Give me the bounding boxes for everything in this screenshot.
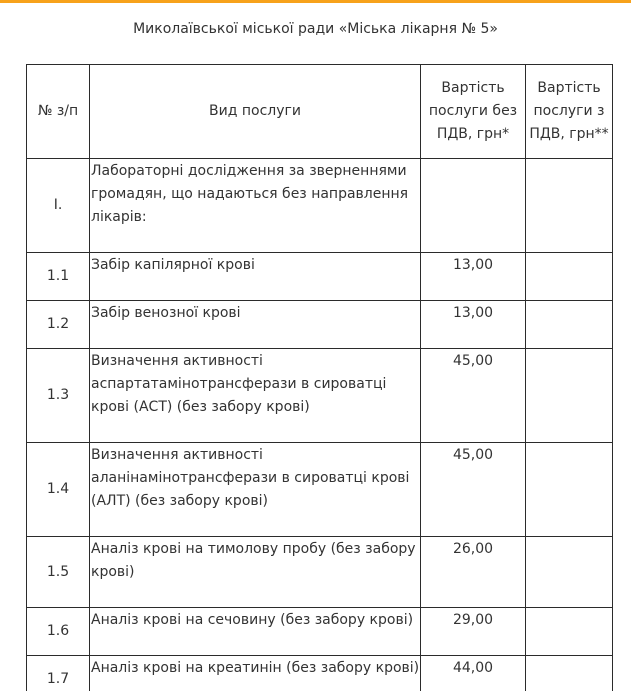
table-row	[27, 537, 613, 608]
row-service: Лабораторні дослідження за зверненнями громадян, що надаються без направлення лікарів:	[90, 159, 421, 253]
header-service: Вид послуги	[90, 65, 421, 159]
row-num: 1.2	[27, 301, 90, 349]
row-service: Аналіз крові на креатинін (без забору крові)	[90, 656, 421, 691]
table-row	[27, 301, 613, 349]
row-service: Аналіз крові на сечовину (без забору крові)	[90, 608, 421, 656]
price-table	[26, 64, 613, 691]
table-row	[27, 349, 613, 443]
row-service: Визначення активності аспартатамінотрансферази в сироватці крові (АСТ) (без забору крові)	[90, 349, 421, 443]
row-num: 1.4	[27, 443, 90, 537]
header-num: № з/п	[27, 65, 90, 159]
row-price-vat	[526, 537, 613, 608]
row-num: 1.7	[27, 656, 90, 691]
row-service: Забір венозної крові	[90, 301, 421, 349]
table-header-row	[27, 65, 613, 159]
row-price-vat	[526, 159, 613, 253]
row-price-vat	[526, 608, 613, 656]
row-price-no-vat: 45,00	[421, 443, 526, 537]
row-price-no-vat: 44,00	[421, 656, 526, 691]
table-row	[27, 253, 613, 301]
row-service: Визначення активності аланінамінотрансферази в сироватці крові (АЛТ) (без забору крові)	[90, 443, 421, 537]
row-price-no-vat: 13,00	[421, 253, 526, 301]
row-price-vat	[526, 349, 613, 443]
top-accent-bar	[0, 0, 631, 3]
table-row	[27, 159, 613, 253]
row-price-no-vat: 26,00	[421, 537, 526, 608]
row-price-no-vat: 13,00	[421, 301, 526, 349]
row-price-no-vat	[421, 159, 526, 253]
row-num: 1.5	[27, 537, 90, 608]
row-service: Аналіз крові на тимолову пробу (без забору крові)	[90, 537, 421, 608]
header-price-vat: Вартість послуги з ПДВ, грн**	[526, 65, 613, 159]
table-row	[27, 608, 613, 656]
row-price-no-vat: 45,00	[421, 349, 526, 443]
row-num: 1.1	[27, 253, 90, 301]
row-price-no-vat: 29,00	[421, 608, 526, 656]
row-num: 1.3	[27, 349, 90, 443]
row-price-vat	[526, 301, 613, 349]
row-price-vat	[526, 253, 613, 301]
row-price-vat	[526, 656, 613, 691]
table-row	[27, 656, 613, 691]
header-price-no-vat: Вартість послуги без ПДВ, грн*	[421, 65, 526, 159]
row-num: I.	[27, 159, 90, 253]
document-title: Миколаївської міської ради «Міська лікарня № 5»	[133, 21, 498, 37]
row-service: Забір капілярної крові	[90, 253, 421, 301]
row-num: 1.6	[27, 608, 90, 656]
row-price-vat	[526, 443, 613, 537]
table-row	[27, 443, 613, 537]
